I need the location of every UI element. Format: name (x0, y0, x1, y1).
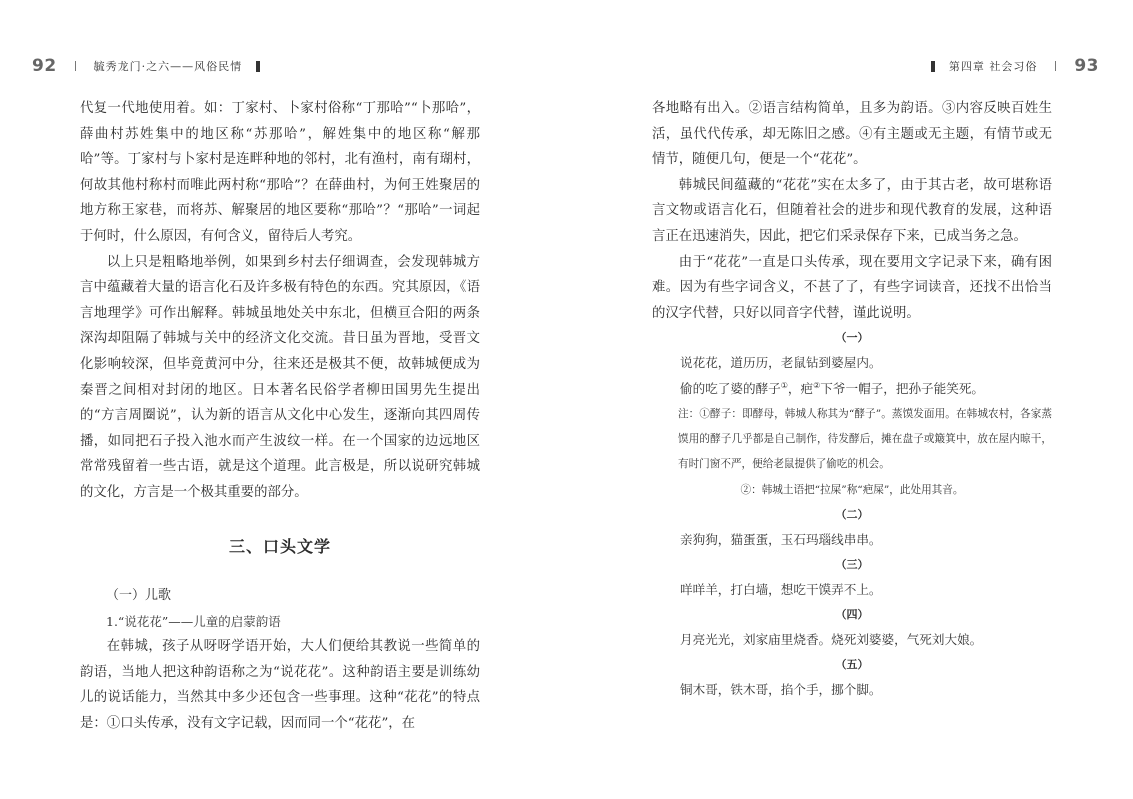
paragraph: 在韩城，孩子从呀呀学语开始，大人们便给其教说一些简单的韵语，当地人把这种韵语称之为“说花花”。这种韵语主要是训练幼儿的说话能力，当然其中多少还包含一些事理。这种“花花”的特点是：①口头传承，没有文字记载，因而同一个“花花”，在 (80, 639, 480, 732)
verse-text: 偷的吃了婆的酵子 (680, 381, 781, 397)
verse-number: （四） (835, 608, 869, 622)
header-divider (75, 61, 76, 71)
left-running-header (32, 54, 260, 78)
left-header-title: 毓秀龙门·之六——风俗民情 (93, 60, 243, 73)
right-page-number: 93 (1074, 56, 1099, 76)
item-title: 1.“说花花”——儿童的启蒙韵语 (106, 613, 281, 629)
verse-line: 咩咩羊，打白墙，想吃干馍弄不上。 (680, 582, 882, 598)
header-divider (1055, 61, 1056, 71)
footnote-mark: ① (780, 381, 788, 391)
footnote: 注：①酵子：即酵母，韩城人称其为“酵子”。蒸馍发面用。在韩城农村，各家蒸馍用的酵子几乎都是自己制作，待发酵后，摊在盘子或簸箕中，放在屋内晾干，有时门窗不严，便给老鼠提供了偷吃的机会。 (678, 408, 1052, 471)
paragraph: 由于“花花”一直是口头传承，现在要用文字记录下来，确有困难。因为有些字词含义，不甚了了，有些字词读音，还找不出恰当的汉字代替，只好以同音字代替，谨此说明。 (652, 254, 1052, 321)
verse-text: ，疤 (787, 381, 814, 397)
footnote: ②：韩城土语把“拉屎”称“疤屎”，此处用其音。 (740, 484, 964, 497)
right-header-title: 第四章 社会习俗 (948, 60, 1038, 73)
paragraph: 以上只是粗略地举例，如果到乡村去仔细调查，会发现韩城方言中蕴藏着大量的语言化石及许多极有特色的东西。究其原因，《语言地理学》可作出解释。韩城虽地处关中东北，但横亘合阳的两条深沟却阻隔了韩城与关中的经济文化交流。昔日虽为晋地，受晋文化影响较深，但毕竟黄河中分，往来还是极其不便，故韩城便成为秦晋之间相对封闭的地区。日本著名民俗学者柳田国男先生提出的“方言周圈说”，认为新的语言从文化中心发生，逐渐向其四周传播，如同把石子投入池水而产生波纹一样。在一个国家的边远地区常常残留着一些古语，就是这个道理。此言极是，所以说研究韩城的文化，方言是一个极其重要的部分。 (80, 254, 480, 500)
paragraph: 代复一代地使用着。如：丁家村、卜家村俗称“丁那哈”“卜那哈”，薛曲村苏姓集中的地区称“苏那哈”，解姓集中的地区称“解那哈”等。丁家村与卜家村是连畔种地的邻村，北有渔村，南有瑚村，何故其他村称村而唯此两村称“那哈”？在薛曲村，为何王姓聚居的地方称王家巷，而将苏、解聚居的地区要称“那哈”？“那哈”一词起于何时，什么原因，有何含义，留待后人考究。 (80, 101, 480, 244)
right-running-header (931, 54, 1099, 78)
verse-number: （五） (835, 658, 869, 672)
header-block-mark (256, 61, 260, 72)
verse-number: （二） (835, 508, 869, 522)
verse-text: 下爷一帽子，把孙子能笑死。 (820, 381, 984, 397)
verse-line: 月亮光光，刘家庙里烧香。烧死刘婆婆，气死刘大娘。 (680, 632, 983, 648)
left-page-number: 92 (32, 56, 57, 76)
section-title: 三、口头文学 (228, 536, 331, 556)
verse-line: 说花花，道历历，老鼠钻到婆屋内。 (680, 355, 882, 371)
footnote-mark: ② (813, 381, 821, 391)
paragraph: 韩城民间蕴藏的“花花”实在太多了，由于其古老，故可堪称语言文物或语言化石，但随着社会的进步和现代教育的发展，这种语言正在迅速消失，因此，把它们采录保存下来，已成当务之急。 (652, 177, 1052, 244)
verse-line: 铜木哥，铁木哥，掐个手，挪个脚。 (680, 682, 882, 698)
header-block-mark (931, 61, 935, 72)
verse-line (652, 376, 1052, 402)
verse-number: （一） (835, 331, 869, 345)
verse-number: （三） (835, 558, 869, 572)
left-page-body (80, 96, 480, 737)
paragraph: 各地略有出入。②语言结构简单，且多为韵语。③内容反映百姓生活，虽代代传承，却无陈旧之感。④有主题或无主题，有情节或无情节，随便几句，便是一个“花花”。 (652, 101, 1052, 168)
subsection-title: （一）儿歌 (106, 588, 172, 604)
verse-line: 亲狗狗，猫蛋蛋，玉石玛瑙线串串。 (680, 532, 882, 548)
right-page-body (652, 96, 1052, 703)
